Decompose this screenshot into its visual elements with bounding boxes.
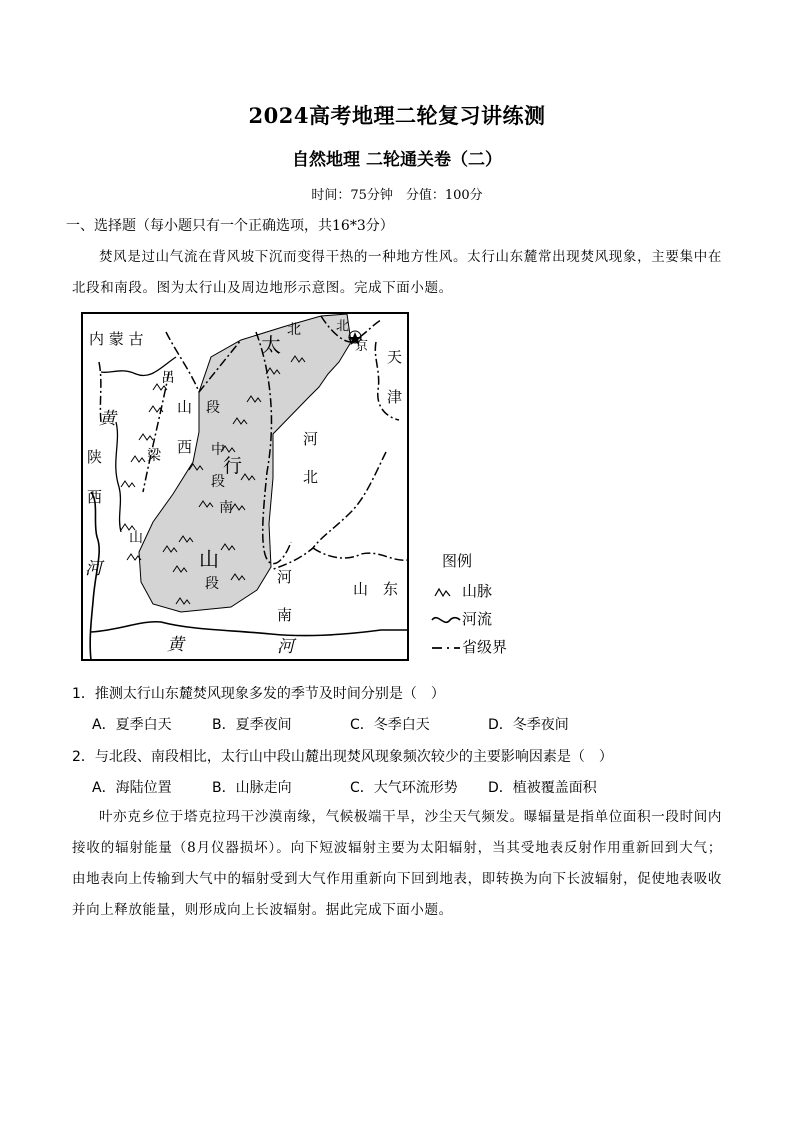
map-legend [430,548,540,662]
label-shan-liang: 山 [129,530,143,546]
question-1-option-b[interactable]: B．夏季夜间 [212,717,292,733]
section-title: 一、选择题（每小题只有一个正确选项，共16*3分） [66,218,394,234]
label-tianjin-2: 津 [387,388,403,406]
river-icon [432,618,460,623]
label-he-left: 河 [85,559,102,579]
label-tai: 太 [261,333,281,357]
question-1-options [92,714,616,734]
label-huang-top: 黄 [99,409,116,429]
label-he-n: 河 [277,568,293,586]
label-he-bottom: 河 [277,637,294,657]
label-liang: 梁 [147,448,161,464]
question-1-option-a[interactable]: A．夏季白天 [92,717,172,733]
passage-radiation: 叶亦克乡位于塔克拉玛干沙漠南缘，气候极端干旱，沙尘天气频发。曝辐量是指单位面积一段时间内接收的辐射能量（8月仪器损坏）。向下短波辐射主要为太阳辐射，当其受地表反射作用重新回到大气；由地表向上传输到大气中的辐射受到大气作用重新向下回到地表，即转换为向下长波辐射，促使地表吸收并向上释放能量，则形成向上长波辐射。据此完成下面小题。 [72,809,722,918]
label-xi1: 西 [177,438,193,456]
question-2-options [92,777,616,797]
question-2-stem: 2．与北段、南段相比，太行山中段山麓出现焚风现象频次较少的主要影响因素是（ ） [72,749,613,765]
label-bei2: 北 [303,468,319,486]
label-shaan: 陕 [87,448,103,466]
question-2-option-d[interactable]: D．植被覆盖面积 [488,780,597,796]
label-zhong: 中 [211,442,225,458]
document-subtitle: 自然地理 二轮通关卷（二） [292,150,502,170]
label-xi2: 西 [87,488,103,506]
question-2-option-b[interactable]: B．山脉走向 [212,780,292,796]
question-2-option-a[interactable]: A．海陆位置 [92,780,172,796]
label-neimenggu: 内 蒙 古 [89,330,144,348]
legend-label-river: 河流 [462,610,493,628]
label-duan-north: 段 [206,400,220,416]
mountain-icon [435,589,450,596]
label-shan-big: 山 [199,547,219,571]
label-beijing-1: 北 [336,319,350,334]
label-tianjin-1: 天 [387,348,403,366]
question-2-option-c[interactable]: C．大气环流形势 [350,780,458,796]
question-1-option-c[interactable]: C．冬季白天 [350,717,430,733]
document-title: 2024高考地理二轮复习讲练测 [248,103,546,128]
label-shandong: 山 东 [353,580,399,598]
label-bei: 北 [287,322,301,338]
label-nan2: 南 [277,606,293,624]
label-beijing-2: 京 [355,339,369,354]
legend-label-boundary: 省级界 [462,638,508,656]
label-huang-bottom: 黄 [167,635,184,655]
label-nan-mid: 南 [219,500,233,516]
legend-title: 图例 [442,552,473,570]
label-duan-mid: 段 [211,474,225,490]
label-xing: 行 [223,455,243,477]
passage-foehn: 焚风是过山气流在背风坡下沉而变得干热的一种地方性风。太行山东麓常出现焚风现象，主要集中在北段和南段。图为太行山及周边地形示意图。完成下面小题。 [72,249,722,296]
label-duan-south: 段 [205,576,219,592]
legend-label-mountain: 山脉 [462,582,493,600]
label-shan-lv: 山 [177,398,193,416]
label-lv: 吕 [161,370,175,386]
question-1-option-d[interactable]: D．冬季夜间 [488,717,569,733]
question-1-stem: 1．推测太行山东麓焚风现象多发的季节及时间分别是（ ） [72,686,445,702]
label-he-b: 河 [303,430,319,448]
time-score-info: 时间：75分钟 分值：100分 [311,188,483,203]
taihang-terrain-map [81,312,409,661]
